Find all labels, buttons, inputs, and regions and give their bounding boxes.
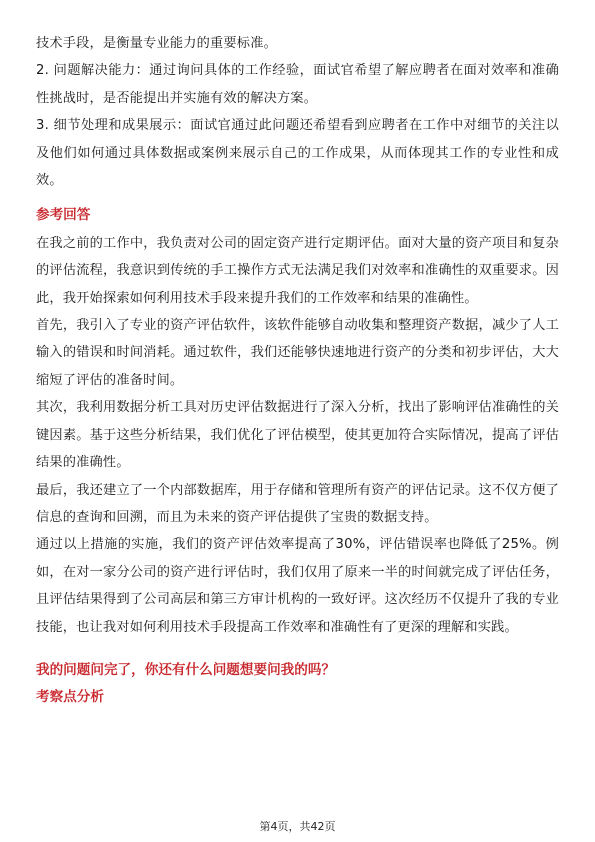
intro-point-2: 2. 问题解决能力：通过询问具体的工作经验，面试官希望了解应聘者在面对效率和准确性挑战时，是否能提出并实施有效的解决方案。 (36, 63, 559, 106)
answer-paragraph-4: 最后，我还建立了一个内部数据库，用于存储和管理所有资产的评估记录。这不仅方便了信息的查询和回溯，而且为未来的资产评估提供了宝贵的数据支持。 (36, 482, 559, 525)
answer-paragraph-2: 首先，我引入了专业的资产评估软件，该软件能够自动收集和整理资产数据，减少了人工输入的错误和时间消耗。通过软件，我们还能够快速地进行资产的分类和初步评估，大大缩短了评估的准备时间。 (36, 318, 559, 388)
page-number-footer: 第4页，共42页 (259, 820, 336, 833)
next-question-heading: 我的问题问完了，你还有什么问题想要问我的吗？ (36, 661, 336, 678)
intro-line-1: 技术手段，是衡量专业能力的重要标准。 (36, 36, 277, 51)
intro-point-3: 3. 细节处理和成果展示：面试官通过此问题还希望看到应聘者在工作中对细节的关注以及他们如何通过具体数据或案例来展示自己的工作成果，从而体现其工作的专业性和成效。 (36, 118, 559, 189)
answer-paragraph-1: 在我之前的工作中，我负责对公司的固定资产进行定期评估。面对大量的资产项目和复杂的评估流程，我意识到传统的手工操作方式无法满足我们对效率和准确性的双重要求。因此，我开始探索如何利用技术手段来提升我们的工作效率和结果的准确性。 (36, 235, 559, 306)
answer-paragraph-5: 通过以上措施的实施，我们的资产评估效率提高了30%，评估错误率也降低了25%。例如，在对一家分公司的资产进行评估时，我们仅用了原来一半的时间就完成了评估任务，且评估结果得到了公司高层和第三方审计机构的一致好评。这次经历不仅提升了我的专业技能，也让我对如何利用技术手段提高工作效率和准确性有了更深的理解和实践。 (36, 537, 559, 635)
answer-heading: 参考回答 (36, 207, 91, 224)
analysis-heading: 考察点分析 (36, 689, 104, 706)
document-page (36, 30, 559, 712)
answer-paragraph-3: 其次，我利用数据分析工具对历史评估数据进行了深入分析，找出了影响评估准确性的关键因素。基于这些分析结果，我们优化了评估模型，使其更加符合实际情况，提高了评估结果的准确性。 (36, 400, 559, 471)
